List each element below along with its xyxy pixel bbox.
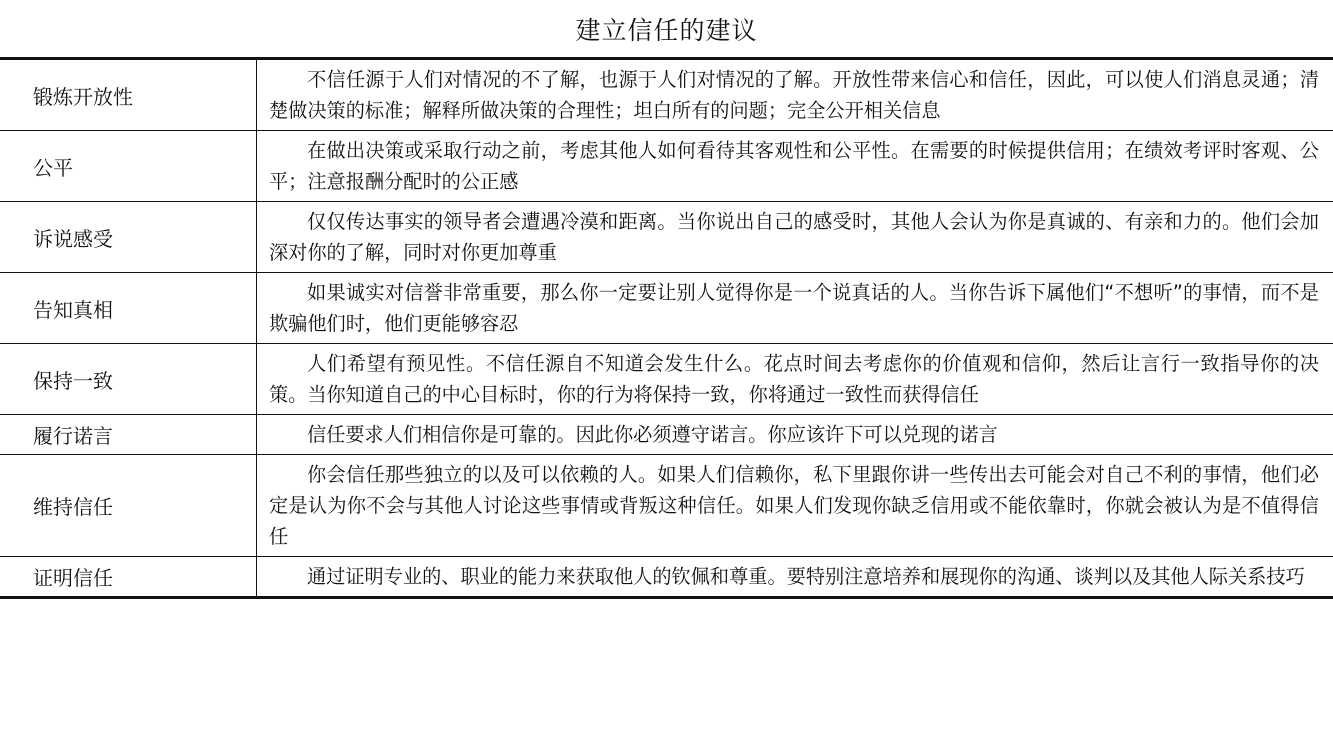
table-row (0, 131, 1333, 202)
table-row (0, 344, 1333, 415)
row-description: 人们希望有预见性。不信任源自不知道会发生什么。花点时间去考虑你的价值观和信仰，然后让言行一致指导你的决策。当你知道自己的中心目标时，你的行为将保持一致，你将通过一致性而获得信任 (269, 352, 1319, 406)
row-label: 锻炼开放性 (0, 60, 257, 130)
table-row (0, 557, 1333, 596)
row-label: 告知真相 (0, 273, 257, 343)
table-row (0, 202, 1333, 273)
row-description: 不信任源于人们对情况的不了解，也源于人们对情况的了解。开放性带来信心和信任，因此，可以使人们消息灵通；清楚做决策的标准；解释所做决策的合理性；坦白所有的问题；完全公开相关信息 (269, 68, 1319, 122)
row-label: 保持一致 (0, 344, 257, 414)
row-description: 通过证明专业的、职业的能力来获取他人的钦佩和尊重。要特别注意培养和展现你的沟通、谈判以及其他人际关系技巧 (307, 565, 1305, 588)
row-description: 在做出决策或采取行动之前，考虑其他人如何看待其客观性和公平性。在需要的时候提供信用；在绩效考评时客观、公平；注意报酬分配时的公正感 (269, 139, 1319, 193)
table-row (0, 273, 1333, 344)
row-description: 你会信任那些独立的以及可以依赖的人。如果人们信赖你，私下里跟你讲一些传出去可能会对自己不利的事情，他们必定是认为你不会与其他人讨论这些事情或背叛这种信任。如果人们发现你缺乏信用或不能依靠时，你就会被认为是不值得信任 (269, 463, 1319, 548)
row-label: 诉说感受 (0, 202, 257, 272)
row-label: 维持信任 (0, 455, 257, 556)
row-description: 仅仅传达事实的领导者会遭遇冷漠和距离。当你说出自己的感受时，其他人会认为你是真诚的、有亲和力的。他们会加深对你的了解，同时对你更加尊重 (269, 210, 1319, 264)
row-label: 履行诺言 (0, 415, 257, 454)
row-description: 如果诚实对信誉非常重要，那么你一定要让别人觉得你是一个说真话的人。当你告诉下属他们“不想听”的事情，而不是欺骗他们时，他们更能够容忍 (269, 281, 1319, 335)
advice-table (0, 57, 1333, 599)
table-row (0, 60, 1333, 131)
row-description: 信任要求人们相信你是可靠的。因此你必须遵守诺言。你应该许下可以兑现的诺言 (307, 423, 998, 446)
table-title: 建立信任的建议 (575, 16, 758, 45)
table-row (0, 455, 1333, 557)
row-label: 公平 (0, 131, 257, 201)
row-label: 证明信任 (0, 557, 257, 596)
table-row (0, 415, 1333, 455)
